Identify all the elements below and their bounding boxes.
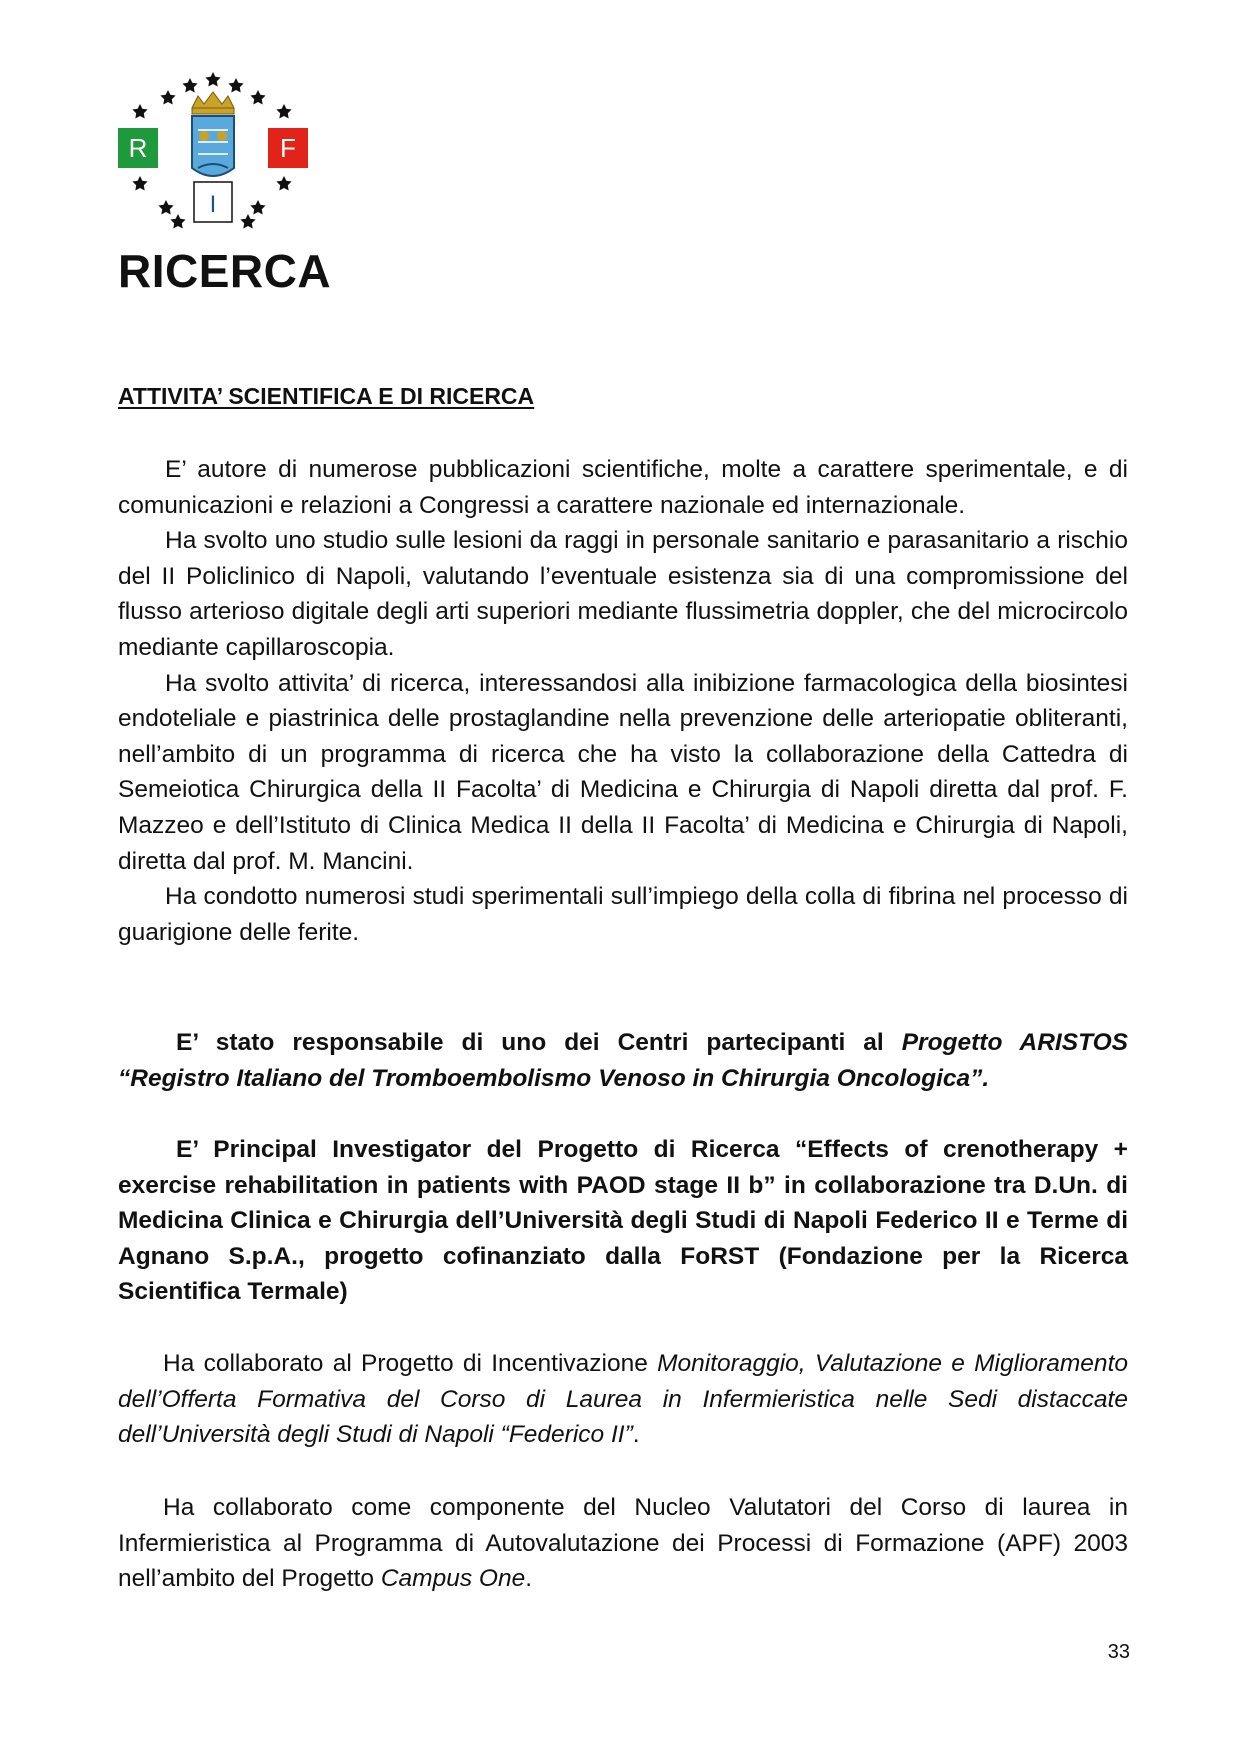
incentive-project-name: Monitoraggio, Valutazione e Miglioramento dell’Offerta Formativa del Corso di Laurea in Infermieristica nelle Sedi distaccate dell’Università degli Studi di Napoli “Federico II” xyxy=(118,1350,1128,1449)
research-activity-text xyxy=(118,452,1128,950)
crown-icon xyxy=(192,92,234,114)
svg-text:R: R xyxy=(128,133,148,163)
campus-tail: . xyxy=(525,1565,533,1593)
rfi-logo-graphic xyxy=(118,72,308,242)
paragraph-fibrin-glue: Ha condotto numerosi studi sperimentali sull’impiego della colla di fibrina nel processo di guarigione delle ferite. xyxy=(118,883,1128,946)
paragraph-prostaglandins-research: Ha svolto attivita’ di ricerca, interessandosi alla inibizione farmacologica della biosintesi endoteliale e piastrinica delle prostaglandine nella prevenzione delle arteriopatie obliteranti, nell’ambito di un programma di ricerca che ha visto la collaborazione della Cattedra di Semeiotica Chirurgica della II Facolta’ di Medicina e Chirurgia di Napoli diretta dal prof. F. Mazzeo e dell’Istituto di Clinica Medica II della II Facolta’ di Medicina e Chirurgia di Napoli, diretta dal prof. M. Mancini. xyxy=(118,669,1128,875)
paragraph-publications: E’ autore di numerose pubblicazioni scientifiche, molte a carattere sperimentale, e di comunicazioni e relazioni a Congressi a carattere nazionale ed internazionale. xyxy=(118,456,1128,519)
logo-i-square xyxy=(194,182,232,222)
aristos-project-name: Progetto ARISTOS “Registro Italiano del Tromboembolismo Venoso in Chirurgia Oncologica”. xyxy=(118,1029,1128,1092)
paragraph-incentive-project xyxy=(118,1346,1128,1453)
paragraph-campus-one xyxy=(118,1490,1128,1597)
logo-r-square xyxy=(118,128,158,168)
paragraph-aristos xyxy=(118,1025,1128,1096)
aristos-block xyxy=(118,1025,1128,1096)
campus-project-name: Campus One xyxy=(380,1565,526,1593)
incentive-tail: . xyxy=(632,1421,640,1449)
paragraph-principal-investigator: E’ Principal Investigator del Progetto di Ricerca “Effects of crenotherapy + exercise rehabilitation in patients with PAOD stage II b” in collaborazione tra D.Un. di Medicina Clinica e Chirurgia dell’Università degli Studi di Napoli Federico II e Terme di Agnano S.p.A., progetto cofinanziato dalla FoRST (Fondazione per la Ricerca Scientifica Termale) xyxy=(118,1136,1128,1306)
page-number: 33 xyxy=(1107,1641,1130,1663)
svg-text:F: F xyxy=(280,133,296,163)
campus-one-block xyxy=(118,1490,1128,1597)
section-heading: ATTIVITA’ SCIENTIFICA E DI RICERCA xyxy=(118,383,535,409)
paragraph-radiation-study: Ha svolto uno studio sulle lesioni da raggi in personale sanitario e parasanitario a rischio del II Policlinico di Napoli, valutando l’eventuale esistenza sia di una compromissione del flusso arterioso digitale degli arti superiori mediante flussimetria doppler, che del microcircolo mediante capillaroscopia. xyxy=(118,527,1128,661)
crest-icon xyxy=(192,116,234,176)
rfi-logo xyxy=(118,72,308,242)
svg-text:I: I xyxy=(209,191,217,218)
page-title: RICERCA xyxy=(118,245,332,297)
principal-investigator-block xyxy=(118,1132,1128,1310)
incentive-lead: Ha collaborato al Progetto di Incentivazione xyxy=(163,1350,658,1377)
incentive-project-block xyxy=(118,1346,1128,1453)
aristos-lead: E’ stato responsabile di uno dei Centri partecipanti al xyxy=(176,1029,902,1056)
campus-lead: Ha collaborato come componente del Nucleo Valutatori del Corso di laurea in Infermieristica al Programma di Autovalutazione dei Processi di Formazione (APF) 2003 nell’ambito del Progetto xyxy=(118,1494,1128,1593)
logo-f-square xyxy=(268,128,308,168)
